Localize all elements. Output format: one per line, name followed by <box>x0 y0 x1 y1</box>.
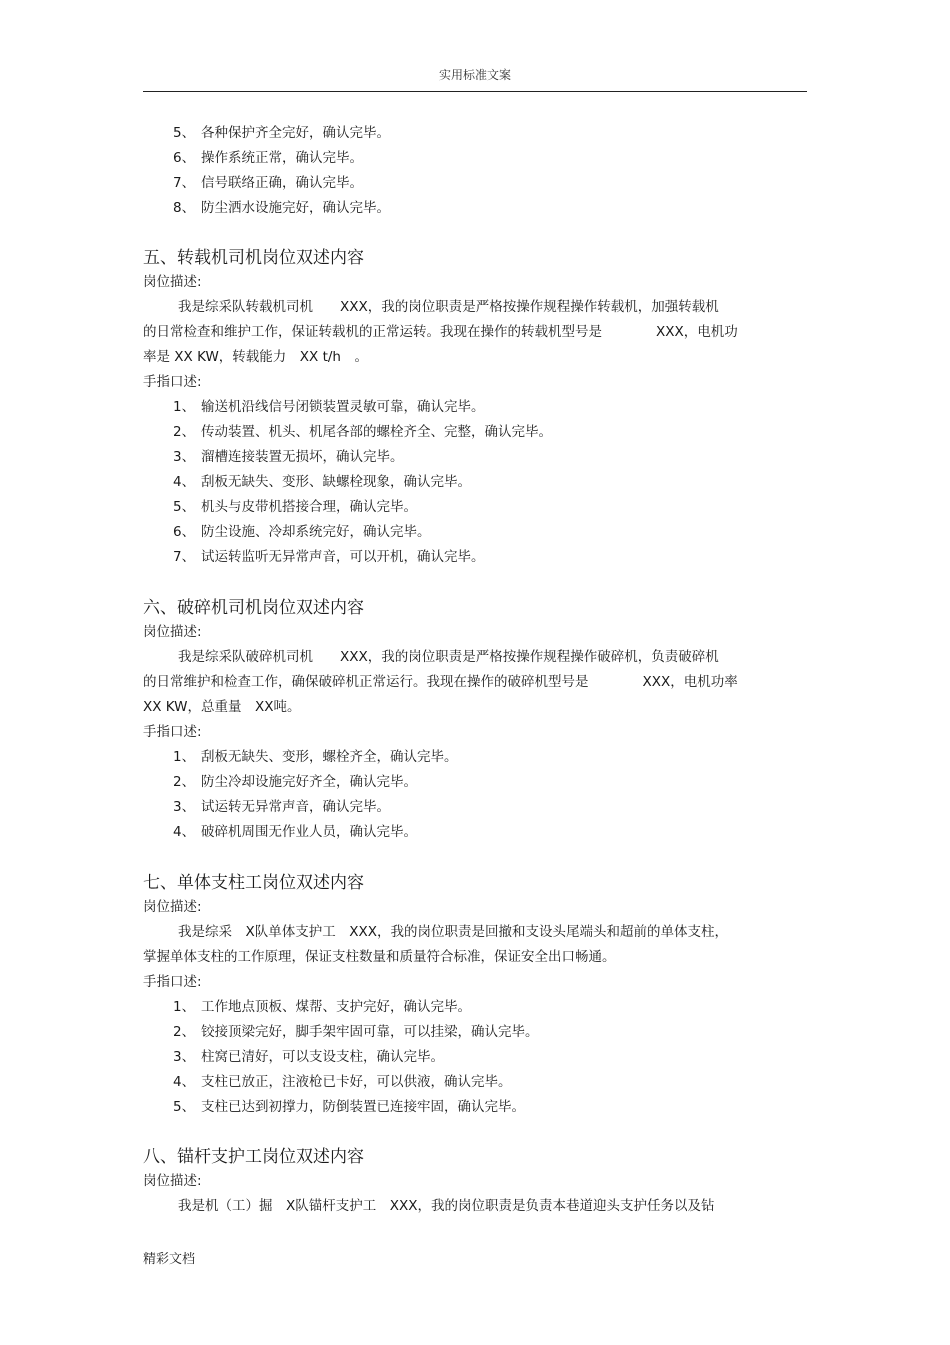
list-item: 3、 试运转无异常声音，确认完毕。 <box>173 799 390 815</box>
page-header: 实用标准文案 <box>438 68 511 82</box>
section-title: 八、锚杆支护工岗位双述内容 <box>143 1147 364 1167</box>
list-item: 1、 工作地点顶板、煤帮、支护完好，确认完毕。 <box>173 999 471 1015</box>
section-title: 六、破碎机司机岗位双述内容 <box>143 598 364 618</box>
list-item: 5、 机头与皮带机搭接合理，确认完毕。 <box>173 499 417 515</box>
list-item: 7、 信号联络正确，确认完毕。 <box>173 175 363 191</box>
list-item: 1、 输送机沿线信号闭锁装置灵敏可靠，确认完毕。 <box>173 399 485 415</box>
desc-line: 掌握单体支柱的工作原理，保证支柱数量和质量符合标准，保证安全出口畅通。 <box>143 949 616 965</box>
desc-line: 我是综采队转载机司机 XXX，我的岗位职责是严格按操作规程操作转载机，加强转载机 <box>178 299 719 315</box>
list-item: 6、 防尘设施、冷却系统完好，确认完毕。 <box>173 524 431 540</box>
desc-line: 我是综采 X队单体支护工 XXX，我的岗位职责是回撤和支设头尾端头和超前的单体支柱， <box>178 924 728 940</box>
list-label: 手指口述: <box>143 974 202 990</box>
list-item: 5、 支柱已达到初撑力，防倒装置已连接牢固，确认完毕。 <box>173 1099 525 1115</box>
list-item: 5、 各种保护齐全完好，确认完毕。 <box>173 125 390 141</box>
desc-line: XX KW，总重量 XX吨。 <box>143 699 301 715</box>
desc-line: 我是综采队破碎机司机 XXX，我的岗位职责是严格按操作规程操作破碎机，负责破碎机 <box>178 649 719 665</box>
desc-line: 率是 XX KW，转载能力 XX t/h 。 <box>143 349 368 365</box>
desc-line: 的日常维护和检查工作，确保破碎机正常运行。我现在操作的破碎机型号是 XXX，电机功率 <box>143 674 738 690</box>
list-item: 4、 支柱已放正，注液枪已卡好，可以供液，确认完毕。 <box>173 1074 512 1090</box>
desc-label: 岗位描述: <box>143 274 202 290</box>
list-item: 8、 防尘洒水设施完好，确认完毕。 <box>173 200 390 216</box>
desc-line: 的日常检查和维护工作，保证转载机的正常运转。我现在操作的转载机型号是 XXX，电机功 <box>143 324 738 340</box>
list-item: 1、 刮板无缺失、变形，螺栓齐全，确认完毕。 <box>173 749 458 765</box>
desc-label: 岗位描述: <box>143 624 202 640</box>
section-title: 五、转载机司机岗位双述内容 <box>143 248 364 268</box>
list-item: 7、 试运转监听无异常声音，可以开机，确认完毕。 <box>173 549 485 565</box>
list-item: 4、 刮板无缺失、变形、缺螺栓现象，确认完毕。 <box>173 474 471 490</box>
list-label: 手指口述: <box>143 724 202 740</box>
desc-label: 岗位描述: <box>143 1173 202 1189</box>
desc-label: 岗位描述: <box>143 899 202 915</box>
list-item: 2、 防尘冷却设施完好齐全，确认完毕。 <box>173 774 417 790</box>
section-title: 七、单体支柱工岗位双述内容 <box>143 873 364 893</box>
list-item: 3、 溜槽连接装置无损坏，确认完毕。 <box>173 449 404 465</box>
page-footer: 精彩文档 <box>143 1252 196 1267</box>
list-item: 6、 操作系统正常，确认完毕。 <box>173 150 363 166</box>
list-item: 2、 传动装置、机头、机尾各部的螺栓齐全、完整，确认完毕。 <box>173 424 552 440</box>
list-item: 4、 破碎机周围无作业人员，确认完毕。 <box>173 824 417 840</box>
desc-line: 我是机（工）掘 X队锚杆支护工 XXX，我的岗位职责是负责本巷道迎头支护任务以及钻 <box>178 1198 715 1214</box>
header-rule <box>143 91 807 92</box>
list-item: 3、 柱窝已清好，可以支设支柱，确认完毕。 <box>173 1049 444 1065</box>
list-label: 手指口述: <box>143 374 202 390</box>
list-item: 2、 铰接顶梁完好，脚手架牢固可靠，可以挂梁，确认完毕。 <box>173 1024 539 1040</box>
